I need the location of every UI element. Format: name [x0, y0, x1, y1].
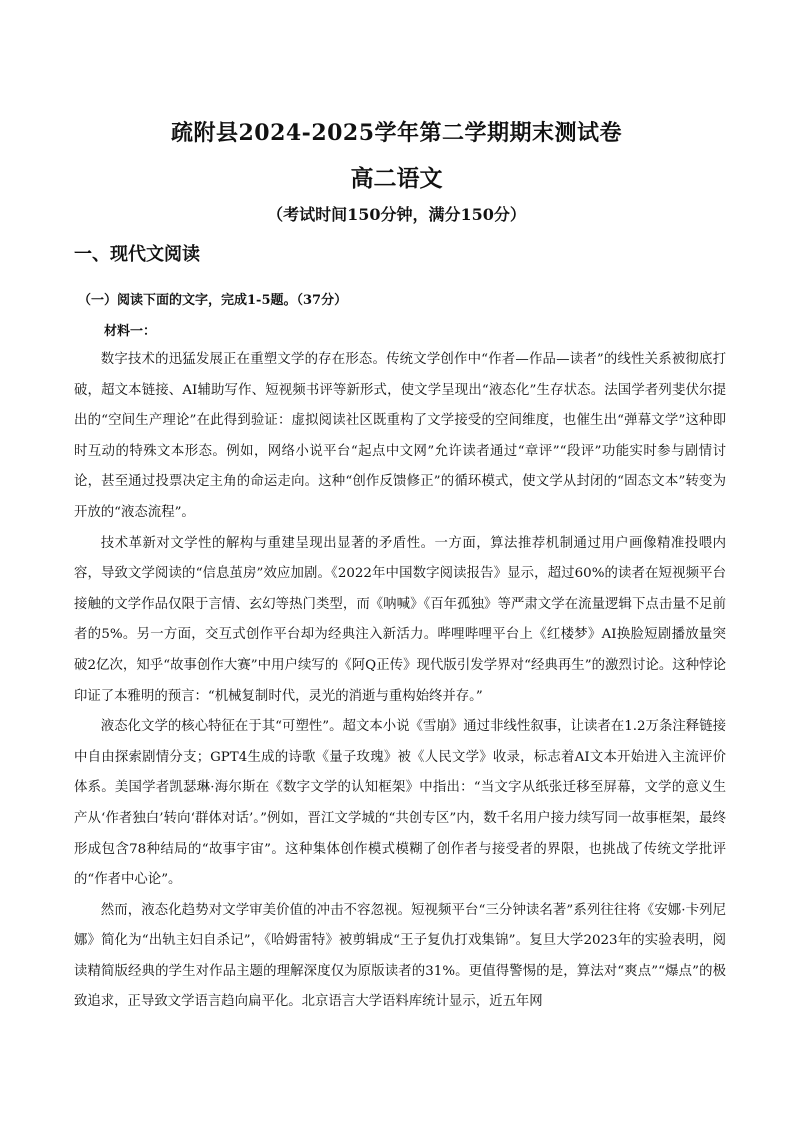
exam-title: 疏附县2024-2025学年第二学期期末测试卷: [170, 120, 623, 146]
paragraph: 然而，液态化趋势对文学审美价值的冲击不容忽视。短视频平台“三分钟读名著”系列往往将《安娜·卡列尼娜》简化为“出轨主妇自杀记”，《哈姆雷特》被剪辑成“王子复仇打戏集锦”。复旦大学2023年的实验表明，阅读精简版经典的学生对作品主题的理解深度仅为原版读者的31%。更值得警惕的是，算法对“爽点”“爆点”的极致追求，正导致文学语言趋向扁平化。北京语言大学语料库统计显示，近五年网: [74, 902, 726, 1010]
material-label: 材料一：: [104, 324, 157, 339]
exam-info: （考试时间150分钟，满分150分）: [267, 205, 526, 224]
reading-passage: [74, 345, 726, 1018]
section-heading: 一、现代文阅读: [74, 244, 200, 265]
paragraph: 液态化文学的核心特征在于其“可塑性”。超文本小说《雪崩》通过非线性叙事，让读者在1.2万条注释链接中自由探索剧情分支；GPT4生成的诗歌《量子玫瑰》被《人民文学》收录，标志着AI文本开始进入主流评价体系。美国学者凯瑟琳·海尔斯在《数字文学的认知框架》中指出：“当文字从纸张迁移至屏幕，文学的意义生产从‘作者独白’转向‘群体对话’。”例如，晋江文学城的“共创专区”内，数千名用户接力续写同一故事框架，最终形成包含78种结局的“故事宇宙”。这种集体创作模式模糊了创作者与接受者的界限，也挑战了传统文学批评的“作者中心论”。: [74, 719, 726, 888]
paragraph: 数字技术的迅猛发展正在重塑文学的存在形态。传统文学创作中“作者—作品—读者”的线性关系被彻底打破，超文本链接、AI辅助写作、短视频书评等新形式，使文学呈现出“液态化”生存状态。法国学者列斐伏尔提出的“空间生产理论”在此得到验证：虚拟阅读社区既重构了文学接受的空间维度，也催生出“弹幕文学”这种即时互动的特殊文本形态。例如，网络小说平台“起点中文网”允许读者通过“章评”“段评”功能实时参与剧情讨论，甚至通过投票决定主角的命运走向。这种“创作反馈修正”的循环模式，使文学从封闭的“固态文本”转变为开放的“液态流程”。: [74, 352, 726, 520]
paragraph: 技术革新对文学性的解构与重建呈现出显著的矛盾性。一方面，算法推荐机制通过用户画像精准投喂内容，导致文学阅读的“信息茧房”效应加剧。《2022年中国数字阅读报告》显示，超过60%的读者在短视频平台接触的文学作品仅限于言情、玄幻等热门类型，而《呐喊》《百年孤独》等严肃文学在流量逻辑下点击量不足前者的5%。另一方面，交互式创作平台却为经典注入新活力。哔哩哔哩平台上《红楼梦》AI换脸短剧播放量突破2亿次，知乎“故事创作大赛”中用户续写的《阿Q正传》现代版引发学界对“经典再生”的激烈讨论。这种悖论印证了本雅明的预言：“机械复制时代，灵光的消逝与重构始终并存。”: [74, 535, 726, 704]
exam-subject: 高二语文: [350, 165, 443, 192]
subsection-heading: （一）阅读下面的文字，完成1-5题。（37分）: [78, 293, 348, 308]
